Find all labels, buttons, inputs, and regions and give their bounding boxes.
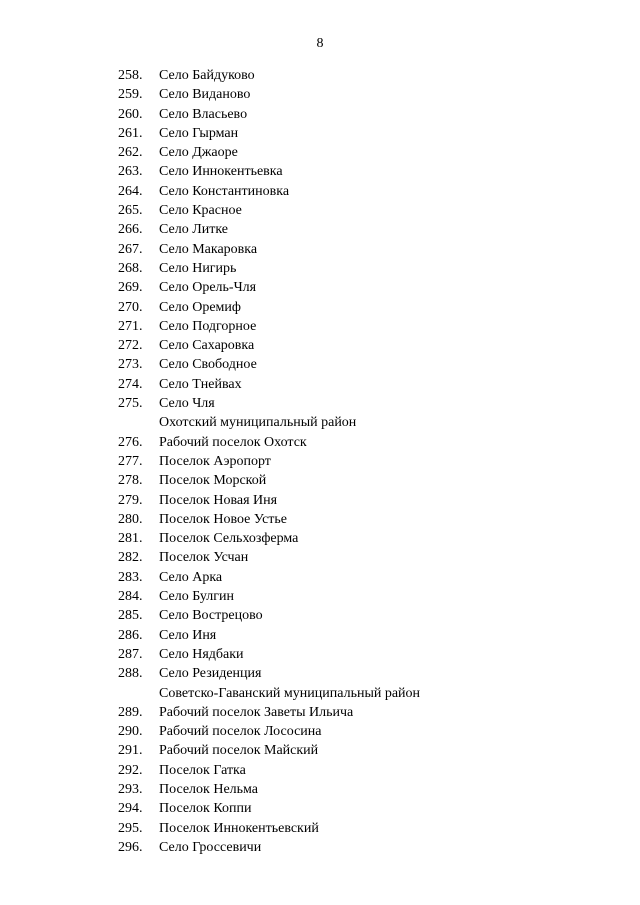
list-item [0,761,640,780]
list-item [0,471,640,490]
item-number: 267. [118,241,143,257]
list-item [0,838,640,857]
item-text: Село Чля [159,396,215,412]
item-text: Поселок Новое Устье [159,511,288,527]
list-item [0,626,640,645]
list-item [0,587,640,606]
item-text: Поселок Сельхозферма [159,531,299,547]
item-number: 259. [118,87,143,103]
item-text: Поселок Нельма [159,781,259,797]
item-number: 258. [118,68,143,83]
item-text: Село Арка [159,569,223,585]
item-number: 282. [118,550,143,566]
list-item [0,780,640,799]
list-item [0,240,640,259]
item-number: 268. [118,260,143,276]
item-text: Рабочий поселок Охотск [159,434,307,450]
list-item [0,317,640,336]
list-item [0,394,640,413]
list-item [0,182,640,201]
item-text: Село Подгорное [159,318,257,334]
item-text: Рабочий поселок Майский [159,743,319,759]
item-number: 296. [118,839,143,855]
item-text: Село Оремиф [159,299,241,315]
item-text: Поселок Иннокентьевский [159,820,319,836]
item-number: 272. [118,338,143,354]
item-number: 292. [118,762,143,778]
district-name: Советско-Гаванский муниципальный район [159,685,421,701]
item-text: Село Нядбаки [159,646,244,662]
item-number: 273. [118,357,143,373]
list-item [0,220,640,239]
item-number: 275. [118,396,143,412]
list-item [0,529,640,548]
item-number: 286. [118,627,143,643]
item-number: 287. [118,646,143,662]
item-number: 265. [118,203,143,219]
list-item [0,703,640,722]
item-number: 271. [118,318,143,334]
list-item [0,201,640,220]
item-text: Поселок Морской [159,473,267,489]
list-item [0,645,640,664]
list-item [0,606,640,625]
list-item [0,741,640,760]
item-number: 262. [118,145,143,161]
item-number: 278. [118,473,143,489]
item-text: Село Орель-Чля [159,280,257,296]
item-text: Поселок Новая Иня [159,492,278,508]
item-text: Село Власьево [159,106,248,122]
list-item [0,336,640,355]
item-text: Село Виданово [159,87,251,103]
list-item [0,452,640,471]
list-item [0,278,640,297]
item-text: Село Сахаровка [159,338,255,354]
item-text: Село Иннокентьевка [159,164,283,180]
item-number: 285. [118,608,143,624]
item-text: Село Вострецово [159,608,263,624]
item-text: Рабочий поселок Заветы Ильича [159,704,354,720]
list-item [0,491,640,510]
item-number: 263. [118,164,143,180]
list-item [0,722,640,741]
item-number: 281. [118,531,143,547]
item-text: Село Тнейвах [159,376,242,392]
item-number: 264. [118,183,143,199]
item-text: Поселок Гатка [159,762,246,778]
list-item [0,664,640,683]
list-item [0,819,640,838]
list-item [0,510,640,529]
item-text: Село Нигирь [159,260,237,276]
list-item [0,124,640,143]
item-text: Село Байдуково [159,68,255,83]
item-number: 280. [118,511,143,527]
list-item [0,433,640,452]
item-number: 290. [118,724,143,740]
item-text: Поселок Аэропорт [159,453,271,469]
item-text: Село Макаровка [159,241,258,257]
item-text: Село Константиновка [159,183,290,199]
item-number: 289. [118,704,143,720]
item-text: Село Литке [159,222,228,238]
item-text: Село Красное [159,203,242,219]
item-text: Село Булгин [159,589,234,605]
list-item [0,259,640,278]
list-item [0,355,640,374]
item-text: Село Резиденция [159,666,262,682]
item-number: 261. [118,125,143,141]
item-number: 288. [118,666,143,682]
item-number: 279. [118,492,143,508]
section-heading [0,413,640,432]
item-number: 277. [118,453,143,469]
item-number: 270. [118,299,143,315]
item-text: Поселок Усчан [159,550,249,566]
item-text: Село Иня [159,627,217,643]
list-item [0,298,640,317]
item-number: 284. [118,589,143,605]
item-number: 295. [118,820,143,836]
list-item [0,548,640,567]
section-heading [0,684,640,703]
item-number: 269. [118,280,143,296]
item-number: 266. [118,222,143,238]
list-item [0,162,640,181]
list-item [0,143,640,162]
list-item [0,66,640,85]
page-number: 8 [316,36,324,51]
list-item [0,375,640,394]
item-number: 276. [118,434,143,450]
item-number: 260. [118,106,143,122]
item-text: Село Гроссевичи [159,839,262,855]
item-text: Село Гырман [159,125,239,141]
item-number: 293. [118,781,143,797]
list-item [0,568,640,587]
item-text: Село Свободное [159,357,257,373]
item-number: 291. [118,743,143,759]
item-number: 274. [118,376,143,392]
item-text: Рабочий поселок Лососина [159,724,322,740]
district-name: Охотский муниципальный район [159,415,357,431]
list-item [0,85,640,104]
settlement-list [0,66,640,857]
item-text: Поселок Коппи [159,801,252,817]
item-number: 294. [118,801,143,817]
list-item [0,105,640,124]
list-item [0,799,640,818]
item-number: 283. [118,569,143,585]
item-text: Село Джаоре [159,145,238,161]
